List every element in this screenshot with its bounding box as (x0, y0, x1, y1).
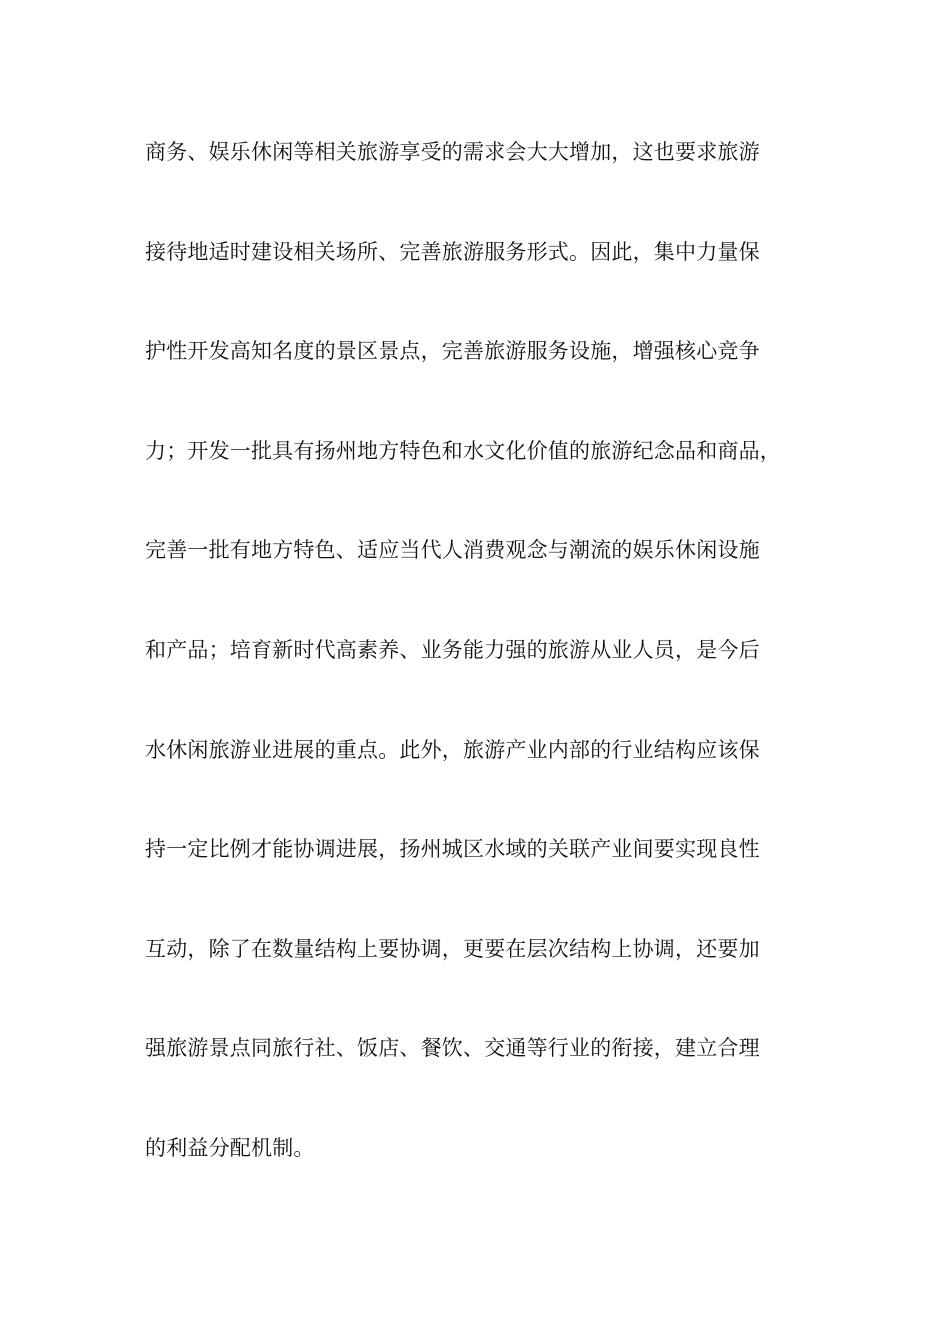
text-line-6: 和产品；培育新时代高素养、业务能力强的旅游从业人员，是今后 (145, 637, 760, 662)
text-line-3: 护性开发高知名度的景区景点，完善旅游服务设施，增强核心竞争 (145, 339, 760, 364)
text-line-11: 的利益分配机制。 (145, 1135, 315, 1160)
text-line-1: 商务、娱乐休闲等相关旅游享受的需求会大大增加，这也要求旅游 (145, 140, 760, 164)
body-paragraph (145, 130, 825, 1226)
text-line-2: 接待地适时建设相关场所、完善旅游服务形式。因此，集中力量保 (145, 239, 760, 264)
text-line-10: 强旅游景点同旅行社、饭店、餐饮、交通等行业的衔接，建立合理 (145, 1036, 760, 1061)
text-line-4: 力；开发一批具有扬州地方特色和水文化价值的旅游纪念品和商品， (145, 438, 781, 463)
text-line-5: 完善一批有地方特色、适应当代人消费观念与潮流的娱乐休闲设施 (145, 538, 760, 563)
text-line-7: 水休闲旅游业进展的重点。此外，旅游产业内部的行业结构应该保 (145, 737, 760, 762)
text-line-8: 持一定比例才能协调进展，扬州城区水域的关联产业间要实现良性 (145, 837, 760, 862)
text-line-9: 互动，除了在数量结构上要协调，更要在层次结构上协调，还要加 (145, 936, 760, 961)
